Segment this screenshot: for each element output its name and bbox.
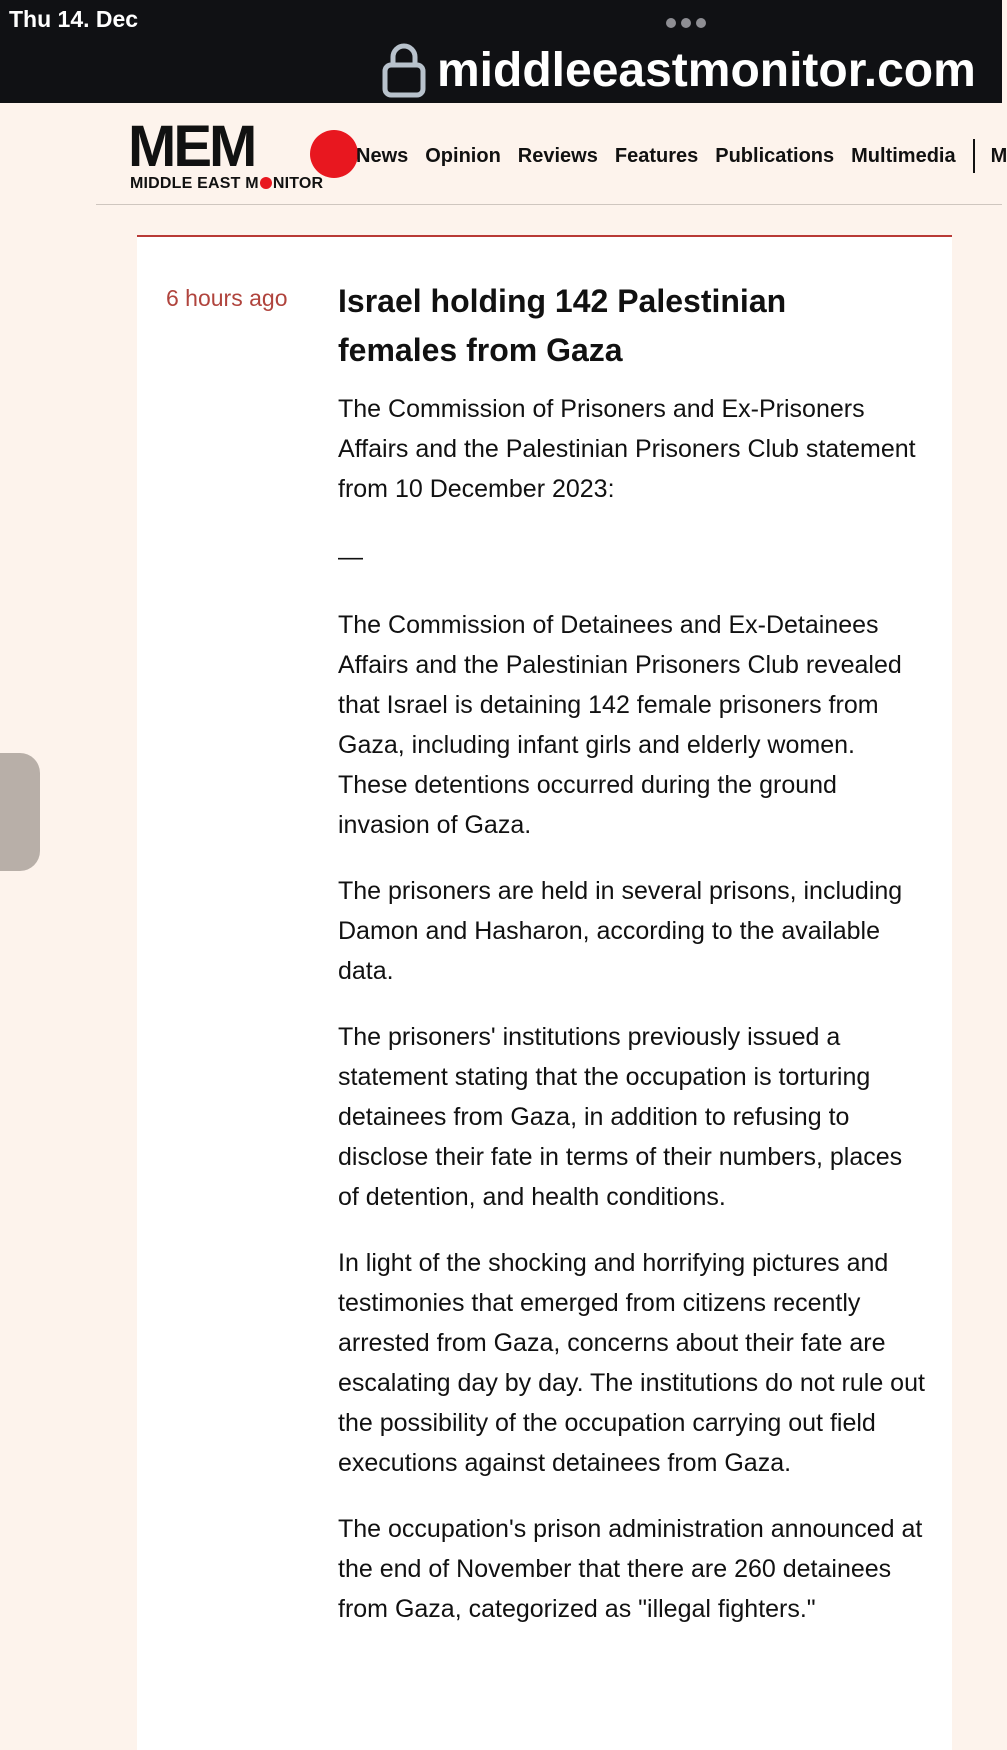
article-headline: Israel holding 142 Palestinian females from Gaza [338,283,787,368]
article-paragraph: The prisoners' institutions previously issued a statement stating that the occupation is torturing detainees from Gaza, in addition to refusing to disclose their fate in terms of their numbers, places of detention, and health conditions. [338,1023,903,1211]
logo-wordmark: MEM [128,114,255,179]
nav-divider [973,139,975,173]
nav-features[interactable]: Features [614,144,699,167]
logo-subtitle-part-2: NITOR [272,175,324,192]
status-date: Thu 14. Dec [9,6,139,32]
article-paragraph: In light of the shocking and horrifying pictures and testimonies that emerged from citizens recently arrested from Gaza, concerns about their fate are escalating day by day. The institutions do not rule out the possibility of the occupation carrying out field executions against detainees from Gaza. [338,1249,925,1477]
more-dots-icon[interactable] [666,18,706,28]
article-card [137,235,952,1750]
nav-publications[interactable]: Publications [715,144,835,167]
logo-subtitle [130,175,323,193]
nav-multimedia[interactable]: Multimedia [851,144,956,167]
nav-opinion[interactable]: Opinion [425,144,501,167]
article-body [338,389,928,1655]
url-text[interactable]: middleeastmonitor.com [437,43,976,97]
article-paragraph: The Commission of Detainees and Ex-Detainees Affairs and the Palestinian Prisoners Club revealed that Israel is detaining 142 female prisoners from Gaza, including infant girls and elderly women. These detentions occurred during the ground invasion of Gaza. [338,611,902,839]
memo-logo[interactable] [128,114,338,193]
article-paragraph: The occupation's prison administration announced at the end of November that there are 260 detainees from Gaza, categorized as "illegal fighters." [338,1515,923,1623]
article-separator: — [338,543,363,571]
address-bar[interactable] [381,40,976,100]
main-nav [356,139,1007,173]
article-paragraph: The Commission of Prisoners and Ex-Prisoners Affairs and the Palestinian Prisoners Club statement from 10 December 2023: [338,395,916,503]
article-paragraph: The prisoners are held in several prisons, including Damon and Hasharon, according to the available data. [338,877,903,985]
side-panel-handle[interactable] [0,753,40,871]
site-header [96,103,1007,205]
logo-red-dot [310,130,358,178]
nav-reviews[interactable]: Reviews [517,144,598,167]
logo-subtitle-dot [260,177,272,189]
nav-overflow-item[interactable]: M [990,144,1007,167]
lock-icon [381,41,427,99]
logo-subtitle-part-1: MIDDLE EAST M [130,175,259,192]
article-timestamp: 6 hours ago [166,285,288,311]
nav-news[interactable]: News [356,144,409,167]
browser-top-bar [0,0,1002,103]
